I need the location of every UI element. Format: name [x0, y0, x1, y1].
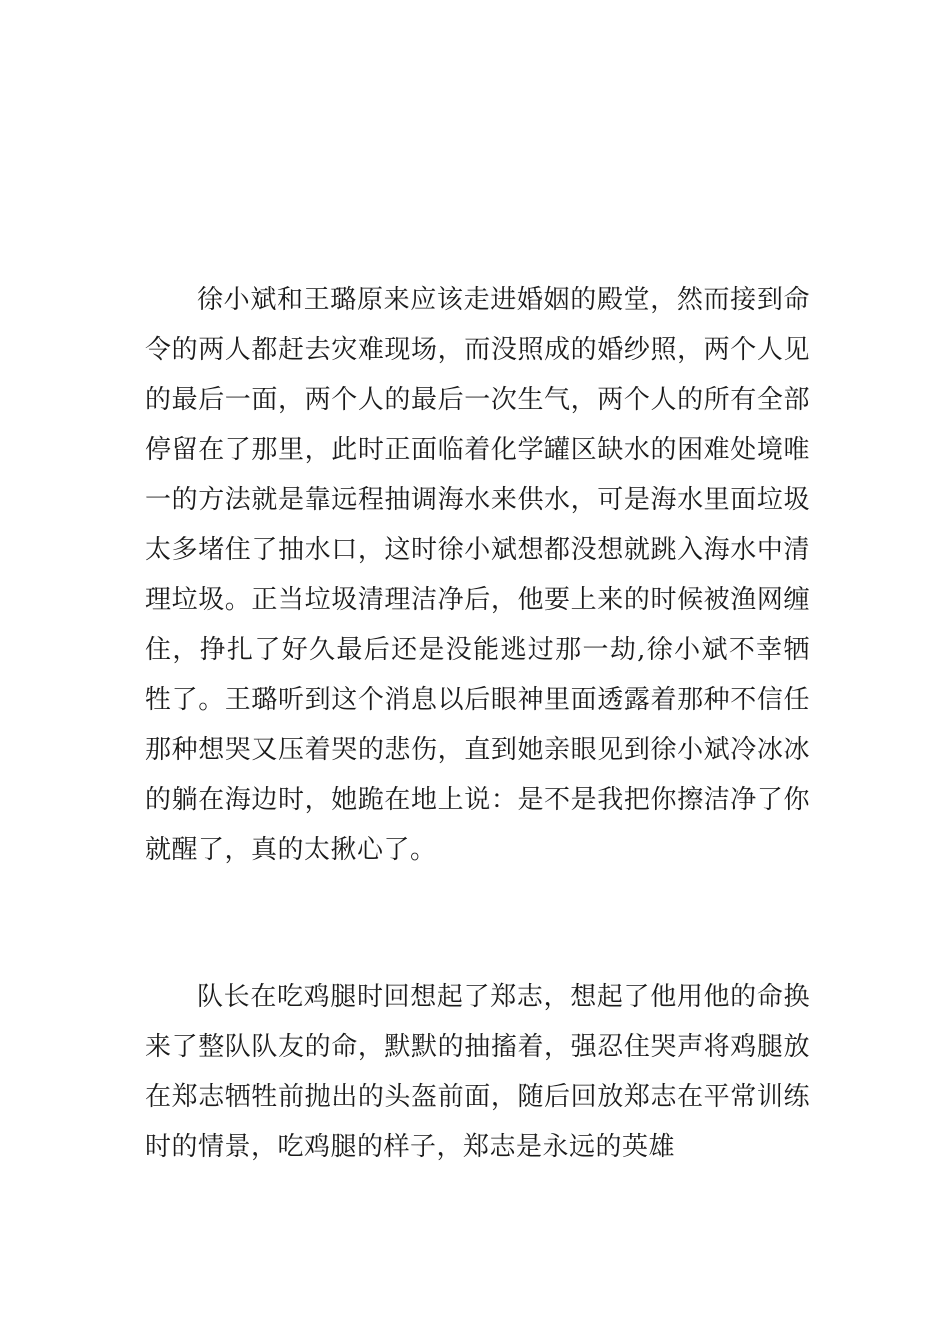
paragraph-xu-xiaobin-wang-lu: 徐小斌和王璐原来应该走进婚姻的殿堂，然而接到命令的两人都赶去灾难现场，而没照成的婚纱照，两个人见的最后一面，两个人的最后一次生气，两个人的所有全部停留在了那里，此时正面临着化学罐区缺水的困难处境唯一的方法就是靠远程抽调海水来供水，可是海水里面垃圾太多堵住了抽水口，这时徐小斌想都没想就跳入海水中清理垃圾。正当垃圾清理洁净后，他要上来的时候被渔网缠住，挣扎了好久最后还是没能逃过那一劫,徐小斌不幸牺牲了。王璐听到这个消息以后眼神里面透露着那种不信任那种想哭又压着哭的悲伤，直到她亲眼见到徐小斌冷冰冰的躺在海边时，她跪在地上说：是不是我把你擦洁净了你就醒了，真的太揪心了。: [145, 285, 810, 865]
paragraph-zheng-zhi-hero: 队长在吃鸡腿时回想起了郑志，想起了他用他的命换来了整队队友的命，默默的抽搐着，强忍住哭声将鸡腿放在郑志牺牲前抛出的头盔前面，随后回放郑志在平常训练时的情景，吃鸡腿的样子，郑志是永远的英雄: [145, 982, 810, 1162]
